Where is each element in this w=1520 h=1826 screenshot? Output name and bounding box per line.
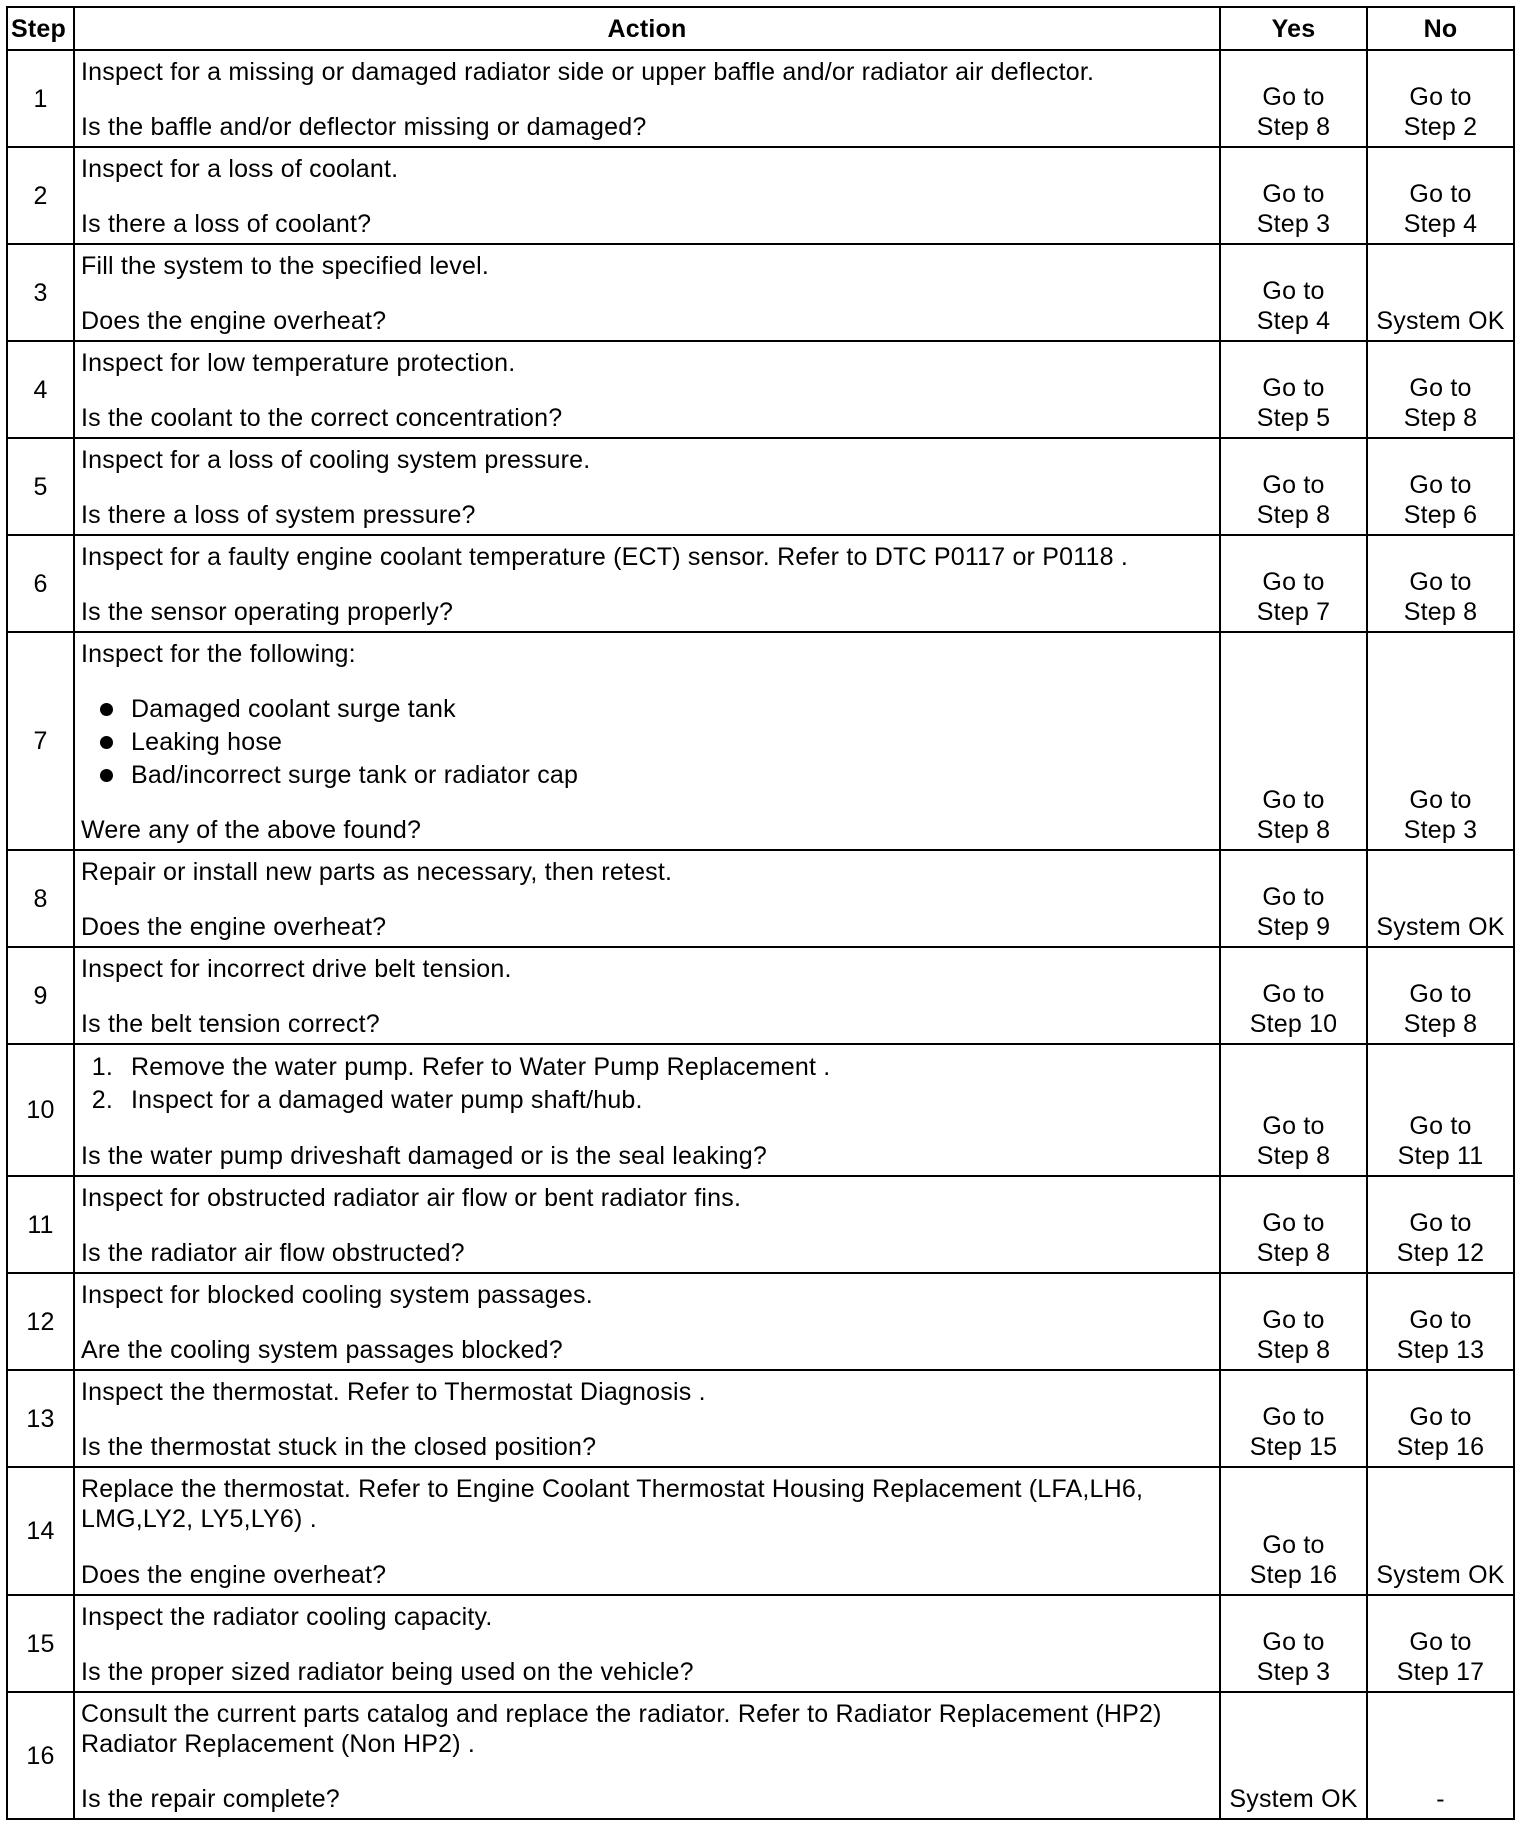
yes-result-line: Step 4	[1256, 307, 1331, 335]
no-result-line: Step 11	[1397, 1142, 1484, 1170]
step-7-number: 7	[8, 633, 75, 851]
step-8-number: 8	[8, 851, 75, 948]
step-16-yes-cell	[1221, 1693, 1368, 1820]
step-4-number: 4	[8, 342, 75, 439]
yes-result-line: Step 3	[1256, 1658, 1331, 1686]
step-8-question: Does the engine overheat?	[81, 913, 387, 941]
action-text-line: Consult the current parts catalog and replace the radiator. Refer to Radiator Replacement (HP2)	[81, 1700, 1162, 1728]
step-9-action-text: Inspect for incorrect drive belt tension.	[81, 955, 512, 983]
step-14-no-cell	[1368, 1468, 1515, 1596]
yes-result-line: Go to	[1262, 786, 1325, 814]
header-yes: Yes	[1221, 8, 1368, 51]
no-result-line: System OK	[1376, 1561, 1505, 1589]
step-15-question: Is the proper sized radiator being used on the vehicle?	[81, 1658, 694, 1686]
step-14-question: Does the engine overheat?	[81, 1561, 387, 1589]
yes-result-line: Step 7	[1256, 598, 1331, 626]
step-7-bullet-list	[81, 693, 1213, 792]
bullet-icon	[100, 703, 113, 716]
action-text-line: Radiator Replacement (Non HP2) .	[81, 1730, 476, 1758]
step-7-no-cell	[1368, 633, 1515, 851]
step-14-action-cell	[75, 1468, 1221, 1596]
no-result-line: -	[1436, 1785, 1445, 1813]
yes-result-line: Go to	[1262, 1531, 1325, 1559]
step-8-no-cell	[1368, 851, 1515, 948]
step-6-no-cell	[1368, 536, 1515, 633]
step-12-action-text: Inspect for blocked cooling system passages.	[81, 1281, 593, 1309]
numbered-item	[81, 1084, 1213, 1117]
step-13-action-cell	[75, 1371, 1221, 1468]
yes-result-line: System OK	[1229, 1785, 1358, 1813]
step-1-action-cell	[75, 51, 1221, 148]
step-10-no-cell	[1368, 1045, 1515, 1177]
step-1-question: Is the baffle and/or deflector missing or damaged?	[81, 113, 647, 141]
step-13-no-cell	[1368, 1371, 1515, 1468]
step-9-number: 9	[8, 948, 75, 1045]
step-7-action-text: Inspect for the following:	[81, 640, 356, 668]
step-1-action-text: Inspect for a missing or damaged radiator side or upper baffle and/or radiator air deflector.	[81, 58, 1095, 86]
bullet-text: Bad/incorrect surge tank or radiator cap	[131, 760, 579, 789]
bullet-text: Leaking hose	[131, 727, 283, 756]
numbered-item	[81, 1051, 1213, 1084]
yes-result-line: Go to	[1262, 277, 1325, 305]
no-result-line: Go to	[1409, 1628, 1472, 1656]
step-4-action-cell	[75, 342, 1221, 439]
yes-result-line: Step 16	[1249, 1561, 1338, 1589]
yes-result-line: Step 8	[1256, 1239, 1331, 1267]
yes-result-line: Go to	[1262, 883, 1325, 911]
step-11-question: Is the radiator air flow obstructed?	[81, 1239, 465, 1267]
step-5-no-cell	[1368, 439, 1515, 536]
step-2-no-cell	[1368, 148, 1515, 245]
step-5-yes-cell	[1221, 439, 1368, 536]
step-7-yes-cell	[1221, 633, 1368, 851]
yes-result-line: Step 10	[1249, 1010, 1338, 1038]
step-6-yes-cell	[1221, 536, 1368, 633]
step-8-action-cell	[75, 851, 1221, 948]
yes-result-line: Go to	[1262, 568, 1325, 596]
item-text: Remove the water pump. Refer to Water Pump Replacement .	[131, 1053, 831, 1081]
step-15-action-text: Inspect the radiator cooling capacity.	[81, 1603, 493, 1631]
item-number: 2.	[91, 1086, 113, 1114]
step-5-action-cell	[75, 439, 1221, 536]
step-6-action-text: Inspect for a faulty engine coolant temperature (ECT) sensor. Refer to DTC P0117 or P0118 .	[81, 543, 1128, 571]
step-13-number: 13	[8, 1371, 75, 1468]
step-4-no-cell	[1368, 342, 1515, 439]
no-result-line: Step 17	[1396, 1658, 1485, 1686]
yes-result-line: Step 3	[1256, 210, 1331, 238]
step-16-action-text	[81, 1699, 1213, 1759]
no-result-line: Go to	[1409, 374, 1472, 402]
yes-result-line: Go to	[1262, 1628, 1325, 1656]
yes-result-line: Step 8	[1256, 1142, 1331, 1170]
step-13-yes-cell	[1221, 1371, 1368, 1468]
action-text-line: Replace the thermostat. Refer to Engine Coolant Thermostat Housing Replacement (LFA,LH6,	[81, 1475, 1144, 1503]
step-12-no-cell	[1368, 1274, 1515, 1371]
step-2-number: 2	[8, 148, 75, 245]
step-8-action-text: Repair or install new parts as necessary, then retest.	[81, 858, 673, 886]
item-number: 1.	[91, 1053, 113, 1081]
no-result-line: Step 6	[1403, 501, 1478, 529]
step-5-number: 5	[8, 439, 75, 536]
step-13-question: Is the thermostat stuck in the closed position?	[81, 1433, 597, 1461]
no-result-line: Go to	[1409, 180, 1472, 208]
step-9-no-cell	[1368, 948, 1515, 1045]
step-11-action-text: Inspect for obstructed radiator air flow or bent radiator fins.	[81, 1184, 742, 1212]
yes-result-line: Go to	[1262, 374, 1325, 402]
step-16-no-cell	[1368, 1693, 1515, 1820]
step-12-action-cell	[75, 1274, 1221, 1371]
step-1-yes-cell	[1221, 51, 1368, 148]
no-result-line: System OK	[1376, 913, 1505, 941]
no-result-line: Step 8	[1403, 598, 1478, 626]
yes-result-line: Step 8	[1256, 501, 1331, 529]
step-11-action-cell	[75, 1177, 1221, 1274]
yes-result-line: Step 8	[1256, 1336, 1331, 1364]
step-12-yes-cell	[1221, 1274, 1368, 1371]
no-result-line: Go to	[1409, 83, 1472, 111]
bullet-icon	[100, 769, 113, 782]
action-text-line: LMG,LY2, LY5,LY6) .	[81, 1505, 317, 1533]
step-3-action-text: Fill the system to the specified level.	[81, 252, 489, 280]
step-7-question: Were any of the above found?	[81, 816, 422, 844]
yes-result-line: Step 8	[1256, 816, 1331, 844]
step-10-number: 10	[8, 1045, 75, 1177]
no-result-line: Go to	[1409, 568, 1472, 596]
yes-result-line: Step 9	[1256, 913, 1331, 941]
no-result-line: Go to	[1409, 1112, 1472, 1140]
yes-result-line: Go to	[1262, 1403, 1325, 1431]
step-9-yes-cell	[1221, 948, 1368, 1045]
step-3-no-cell	[1368, 245, 1515, 342]
step-2-question: Is there a loss of coolant?	[81, 210, 372, 238]
yes-result-line: Step 15	[1249, 1433, 1338, 1461]
step-15-no-cell	[1368, 1596, 1515, 1693]
step-14-number: 14	[8, 1468, 75, 1596]
yes-result-line: Step 5	[1256, 404, 1331, 432]
step-1-no-cell	[1368, 51, 1515, 148]
bullet-item	[81, 759, 1213, 792]
no-result-line: Go to	[1409, 1209, 1472, 1237]
yes-result-line: Go to	[1262, 180, 1325, 208]
step-6-question: Is the sensor operating properly?	[81, 598, 454, 626]
step-14-yes-cell	[1221, 1468, 1368, 1596]
header-action: Action	[75, 8, 1221, 51]
step-11-number: 11	[8, 1177, 75, 1274]
step-9-question: Is the belt tension correct?	[81, 1010, 380, 1038]
step-15-number: 15	[8, 1596, 75, 1693]
step-3-yes-cell	[1221, 245, 1368, 342]
step-10-yes-cell	[1221, 1045, 1368, 1177]
step-10-question: Is the water pump driveshaft damaged or is the seal leaking?	[81, 1142, 767, 1170]
bullet-item	[81, 693, 1213, 726]
yes-result-line: Go to	[1262, 471, 1325, 499]
yes-result-line: Go to	[1262, 980, 1325, 1008]
step-12-number: 12	[8, 1274, 75, 1371]
step-2-yes-cell	[1221, 148, 1368, 245]
no-result-line: Step 8	[1403, 1010, 1478, 1038]
step-8-yes-cell	[1221, 851, 1368, 948]
no-result-line: Go to	[1409, 1403, 1472, 1431]
yes-result-line: Go to	[1262, 83, 1325, 111]
step-15-action-cell	[75, 1596, 1221, 1693]
no-result-line: Step 16	[1396, 1433, 1485, 1461]
no-result-line: Step 13	[1396, 1336, 1485, 1364]
step-2-action-text: Inspect for a loss of coolant.	[81, 155, 399, 183]
step-4-yes-cell	[1221, 342, 1368, 439]
step-14-action-text	[81, 1474, 1213, 1534]
step-6-action-cell	[75, 536, 1221, 633]
step-3-number: 3	[8, 245, 75, 342]
no-result-line: Go to	[1409, 980, 1472, 1008]
step-9-action-cell	[75, 948, 1221, 1045]
item-text: Inspect for a damaged water pump shaft/hub.	[131, 1086, 643, 1114]
step-4-action-text: Inspect for low temperature protection.	[81, 349, 516, 377]
header-no: No	[1368, 8, 1515, 51]
step-3-question: Does the engine overheat?	[81, 307, 387, 335]
step-15-yes-cell	[1221, 1596, 1368, 1693]
step-5-question: Is there a loss of system pressure?	[81, 501, 476, 529]
step-5-action-text: Inspect for a loss of cooling system pressure.	[81, 446, 591, 474]
no-result-line: Go to	[1409, 786, 1472, 814]
yes-result-line: Step 8	[1256, 113, 1331, 141]
step-10-action-cell	[75, 1045, 1221, 1177]
yes-result-line: Go to	[1262, 1112, 1325, 1140]
step-6-number: 6	[8, 536, 75, 633]
step-4-question: Is the coolant to the correct concentration?	[81, 404, 563, 432]
yes-result-line: Go to	[1262, 1209, 1325, 1237]
no-result-line: Go to	[1409, 1306, 1472, 1334]
step-2-action-cell	[75, 148, 1221, 245]
step-16-number: 16	[8, 1693, 75, 1820]
bullet-text: Damaged coolant surge tank	[131, 694, 456, 723]
step-16-question: Is the repair complete?	[81, 1785, 340, 1813]
step-12-question: Are the cooling system passages blocked?	[81, 1336, 563, 1364]
no-result-line: Step 2	[1403, 113, 1478, 141]
no-result-line: Go to	[1409, 471, 1472, 499]
step-13-action-text: Inspect the thermostat. Refer to Thermostat Diagnosis .	[81, 1378, 706, 1406]
step-7-action-cell	[75, 633, 1221, 851]
no-result-line: Step 3	[1403, 816, 1478, 844]
no-result-line: Step 8	[1403, 404, 1478, 432]
diagnostic-table	[6, 6, 1515, 1820]
step-3-action-cell	[75, 245, 1221, 342]
bullet-icon	[100, 736, 113, 749]
bullet-item	[81, 726, 1213, 759]
header-step: Step	[8, 8, 75, 51]
step-16-action-cell	[75, 1693, 1221, 1820]
yes-result-line: Go to	[1262, 1306, 1325, 1334]
no-result-line: System OK	[1376, 307, 1505, 335]
step-11-no-cell	[1368, 1177, 1515, 1274]
step-10-numbered-list	[81, 1051, 1213, 1117]
step-11-yes-cell	[1221, 1177, 1368, 1274]
step-1-number: 1	[8, 51, 75, 148]
no-result-line: Step 12	[1396, 1239, 1485, 1267]
no-result-line: Step 4	[1403, 210, 1478, 238]
